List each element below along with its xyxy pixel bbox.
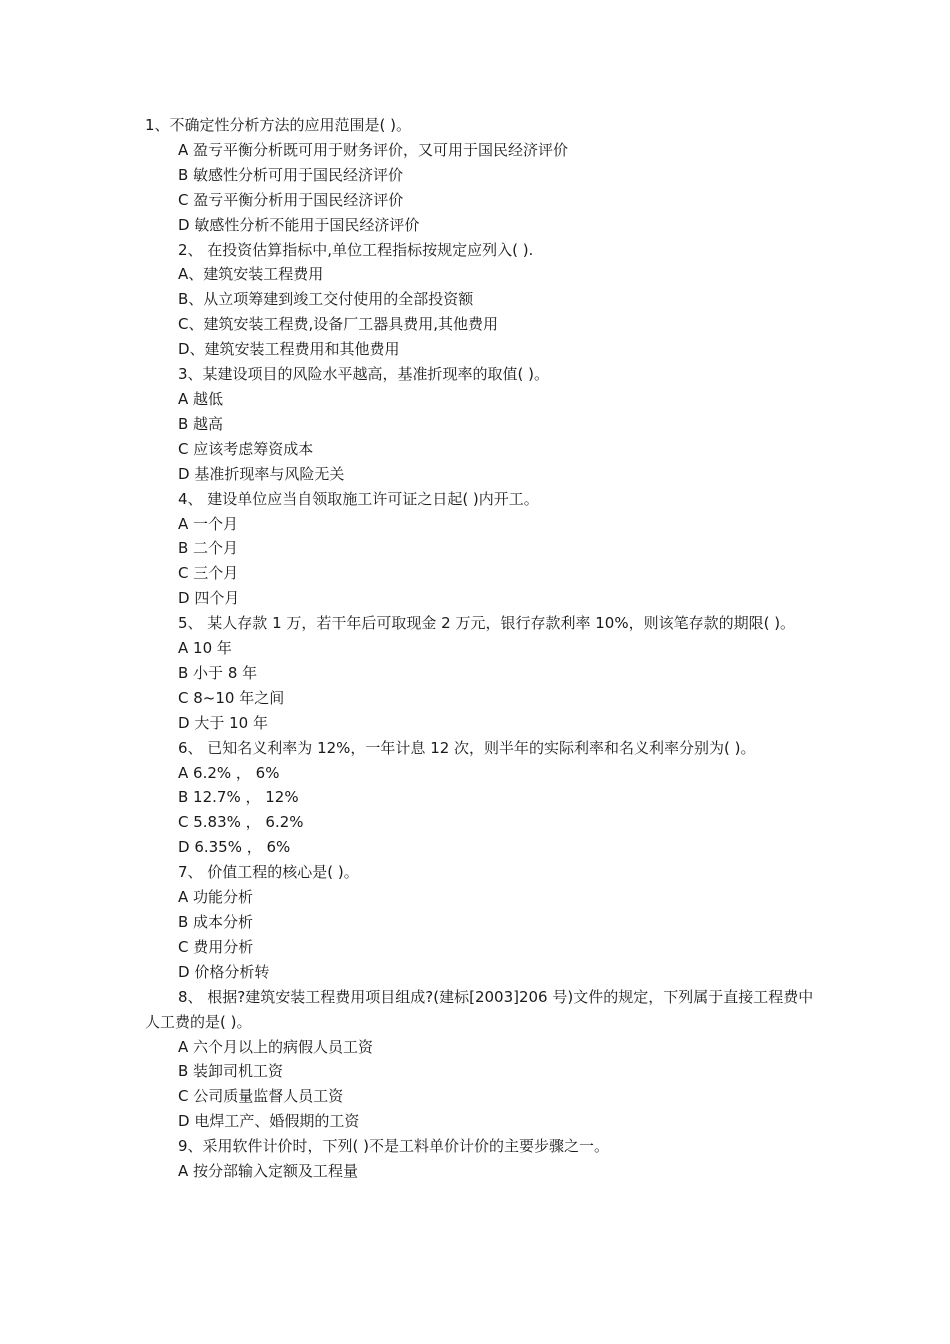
question-stem: 9、采用软件计价时，下列( )不是工料单价计价的主要步骤之一。 [178,1137,610,1156]
question-stem: 1、不确定性分析方法的应用范围是( )。 [145,116,412,134]
answer-option: C 三个月 [178,564,239,583]
answer-option: D 6.35% ， 6% [178,838,291,857]
answer-option: C 应该考虑筹资成本 [178,439,314,458]
answer-option: A 越低 [178,389,224,408]
answer-option: D 四个月 [178,589,240,608]
question-stem: 2、 在投资估算指标中,单位工程指标按规定应列入( ). [178,240,534,259]
answer-option: D、建筑安装工程费用和其他费用 [178,340,400,359]
answer-option: A 10 年 [178,639,232,658]
answer-option: D 大于 10 年 [178,713,268,732]
answer-option: C 8~10 年之间 [178,688,285,707]
answer-option: C、建筑安装工程费,设备厂工器具费用,其他费用 [178,315,499,334]
answer-option: A 盈亏平衡分析既可用于财务评价，又可用于国民经济评价 [178,140,569,159]
answer-option: A 一个月 [178,514,239,533]
answer-option: D 基准折现率与风险无关 [178,464,345,483]
answer-option: B、从立项筹建到竣工交付使用的全部投资额 [178,290,474,309]
answer-option: C 5.83% ， 6.2% [178,813,304,832]
answer-option: A 6.2% ， 6% [178,763,280,782]
question-stem: 8、 根据?建筑安装工程费用项目组成?(建标[2003]206 号)文件的规定，下列属于直接工程费中人工费的是( )。 [145,987,814,1031]
answer-option: D 电焊工产、婚假期的工资 [178,1112,360,1131]
question-stem: 4、 建设单位应当自领取施工许可证之日起( )内开工。 [178,489,539,508]
answer-option: D 价格分析转 [178,962,270,981]
answer-option: B 二个月 [178,539,239,558]
answer-option: C 公司质量监督人员工资 [178,1087,344,1106]
document-page [145,113,815,1184]
answer-option: C 费用分析 [178,937,254,956]
question-stem: 3、某建设项目的风险水平越高，基准折现率的取值( )。 [178,365,550,384]
answer-option: A 六个月以上的病假人员工资 [178,1037,374,1056]
question-stem: 7、 价值工程的核心是( )。 [178,863,359,882]
answer-option: D 敏感性分析不能用于国民经济评价 [178,215,420,234]
answer-option: B 小于 8 年 [178,663,258,682]
answer-option: B 越高 [178,414,224,433]
answer-option: A、建筑安装工程费用 [178,265,324,284]
answer-option: B 敏感性分析可用于国民经济评价 [178,165,404,184]
answer-option: A 按分部输入定额及工程量 [178,1162,359,1181]
answer-option: B 装卸司机工资 [178,1062,284,1081]
answer-option: C 盈亏平衡分析用于国民经济评价 [178,190,404,209]
answer-option: B 12.7% ， 12% [178,788,299,807]
question-stem: 6、 已知名义利率为 12%，一年计息 12 次，则半年的实际利率和名义利率分别为( )。 [178,738,756,757]
question-stem: 5、 某人存款 1 万，若干年后可取现金 2 万元，银行存款利率 10%，则该笔存款的期限( )。 [178,614,796,633]
answer-option: B 成本分析 [178,913,254,931]
answer-option: A 功能分析 [178,888,254,907]
